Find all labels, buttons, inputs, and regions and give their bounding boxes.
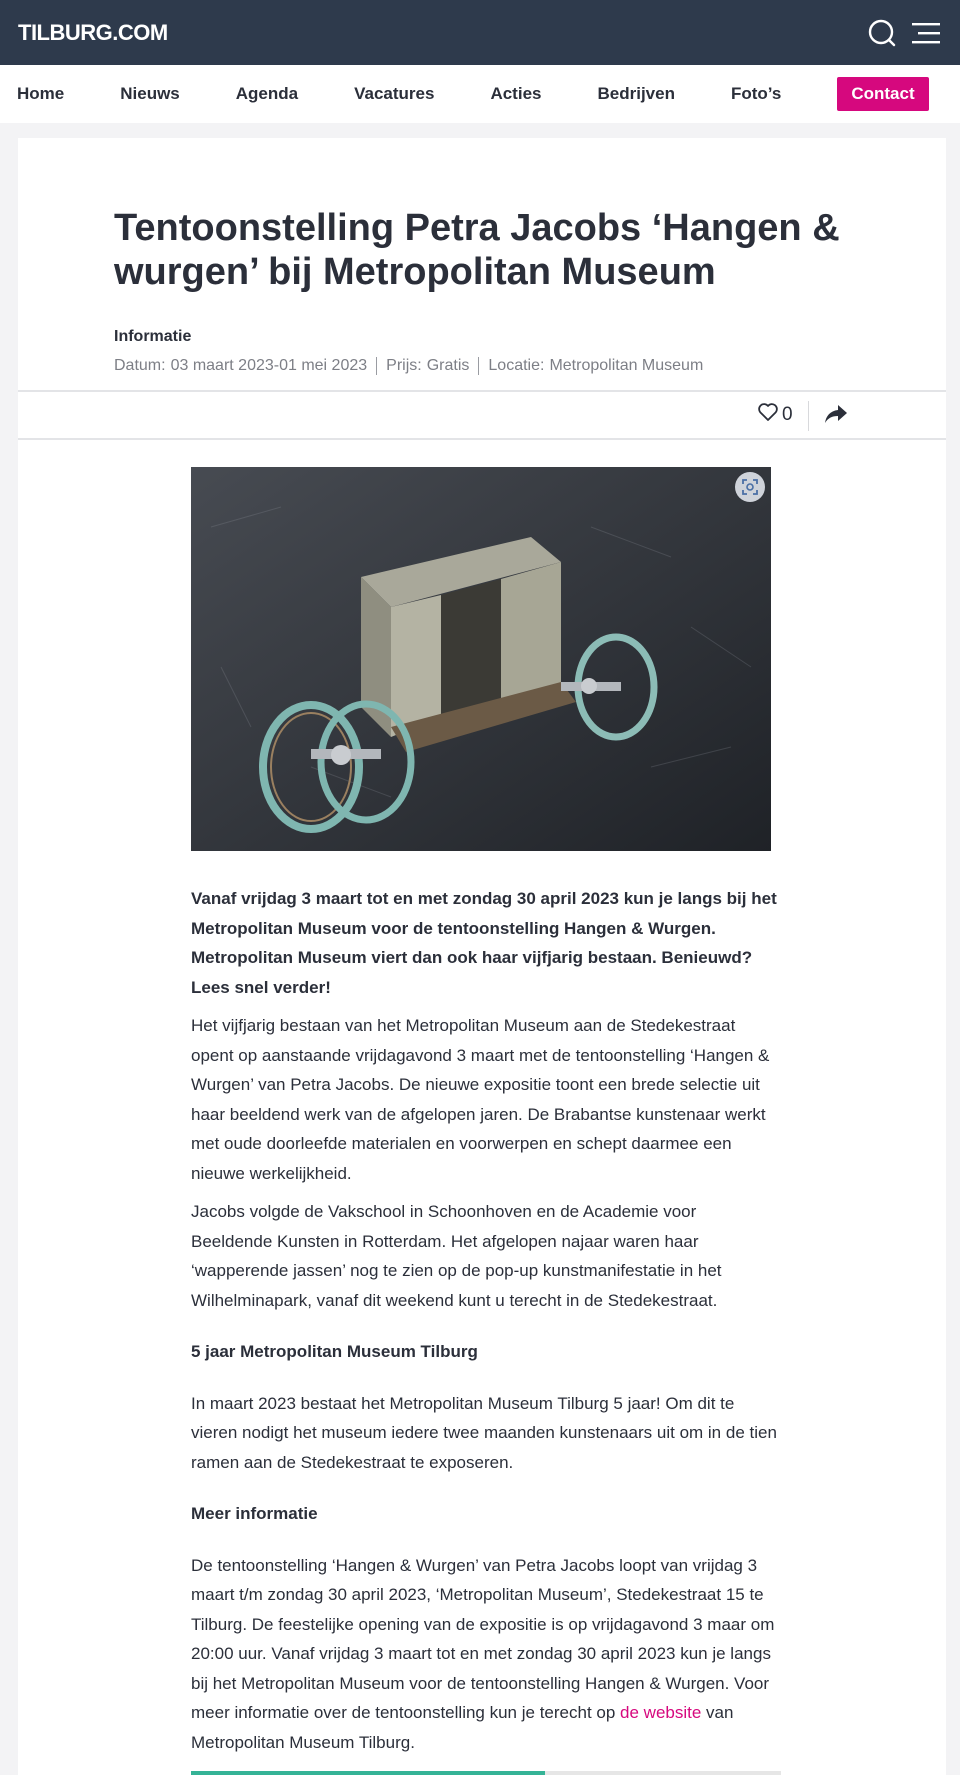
paragraph-text: De tentoonstelling ‘Hangen & Wurgen’ van Petra Jacobs loopt van vrijdag 3 maart t/m zondag 30 april 2023, ‘Metropolitan Museum’, Stedekestraat 15 te Tilburg. De feestelijke opening van de expositie is op vrijdagavond 3 maar om 20:00 uur. Vanaf vrijdag 3 maart tot en met zondag 30 april 2023 kun je langs bij het Metropolitan Museum voor de tentoonstelling Hangen & Wurgen. Voor meer informatie over de tentoonstelling kun je terecht op — [191, 1555, 775, 1722]
section-heading: Meer informatie — [191, 1504, 318, 1523]
site-logo[interactable]: TILBURG.COM — [18, 19, 168, 45]
section-heading: 5 jaar Metropolitan Museum Tilburg — [191, 1342, 478, 1361]
event-meta — [114, 357, 703, 375]
nav-item-acties[interactable]: Acties — [490, 84, 542, 103]
zoom-icon[interactable] — [735, 472, 765, 502]
article-paragraph: Jacobs volgde de Vakschool in Schoonhoven en de Academie voor Beeldende Kunsten in Rotterdam. Het afgelopen najaar waren haar ‘wapperende jassen’ nog te zien op de pop-up kunstmanifestatie in het Wilhelminapark, vanaf dit weekend kunt u terecht in de Stedekestraat. — [191, 1202, 722, 1310]
meta-divider — [376, 357, 377, 375]
meta-divider — [478, 357, 479, 375]
heart-icon — [758, 403, 778, 427]
location-value: Metropolitan Museum — [549, 357, 704, 374]
search-icon[interactable] — [868, 19, 896, 47]
article-card — [18, 138, 946, 1775]
nav-item-agenda[interactable]: Agenda — [235, 84, 299, 103]
date-label: Datum: — [114, 357, 166, 374]
nav-item-vacatures[interactable]: Vacatures — [354, 84, 435, 103]
bottom-strip — [191, 1771, 781, 1775]
date-value: 03 maart 2023-01 mei 2023 — [170, 357, 368, 374]
like-count: 0 — [782, 404, 793, 425]
price-value: Gratis — [426, 357, 470, 374]
artwork-image — [191, 467, 771, 851]
article-lead: Vanaf vrijdag 3 maart tot en met zondag 30 april 2023 kun je langs bij het Metropolitan Museum voor de tentoonstelling Hangen & Wurgen. Metropolitan Museum viert dan ook haar vijfjarig bestaan. Benieuwd? Lees snel verder! — [191, 889, 777, 997]
price-label: Prijs: — [386, 357, 422, 374]
nav-item-bedrijven[interactable]: Bedrijven — [597, 84, 675, 103]
like-button[interactable] — [758, 403, 793, 427]
contact-button[interactable]: Contact — [837, 77, 928, 111]
top-header — [0, 0, 960, 65]
article-paragraph: In maart 2023 bestaat het Metropolitan Museum Tilburg 5 jaar! Om dit te vieren nodigt het museum iedere twee maanden kunstenaars uit om in de tien ramen aan de Stedekestraat te exposeren. — [191, 1393, 777, 1472]
action-bar — [18, 390, 946, 440]
article-paragraph — [191, 1551, 781, 1758]
section-label: Informatie — [114, 328, 192, 345]
action-divider — [808, 401, 809, 431]
article-body — [191, 884, 781, 1766]
nav-item-nieuws[interactable]: Nieuws — [120, 84, 180, 103]
main-nav — [0, 65, 960, 123]
bottom-strip-fill — [191, 1771, 545, 1775]
menu-icon[interactable] — [910, 21, 942, 45]
nav-item-home[interactable]: Home — [17, 84, 65, 103]
nav-item-fotos[interactable]: Foto’s — [730, 84, 782, 103]
share-button[interactable] — [824, 403, 848, 430]
article-photo[interactable] — [191, 467, 771, 851]
share-arrow-icon — [824, 412, 848, 429]
website-link[interactable]: de website — [620, 1703, 702, 1722]
paragraph-tail: van Metropolitan Museum Tilburg. — [191, 1703, 734, 1752]
page-title: Tentoonstelling Petra Jacobs ‘Hangen & wurgen’ bij Metropolitan Museum — [114, 207, 840, 293]
article-paragraph: Het vijfjarig bestaan van het Metropolitan Museum aan de Stedekestraat opent op aanstaande vrijdagavond 3 maart met de tentoonstelling ‘Hangen & Wurgen’ van Petra Jacobs. De nieuwe expositie toont een brede selectie uit haar beeldend werk van de afgelopen jaren. De Brabantse kunstenaar werkt met oude doorleefde materialen en voorwerpen en schept daarmee een nieuwe werkelijkheid. — [191, 1016, 770, 1183]
location-label: Locatie: — [488, 357, 545, 374]
